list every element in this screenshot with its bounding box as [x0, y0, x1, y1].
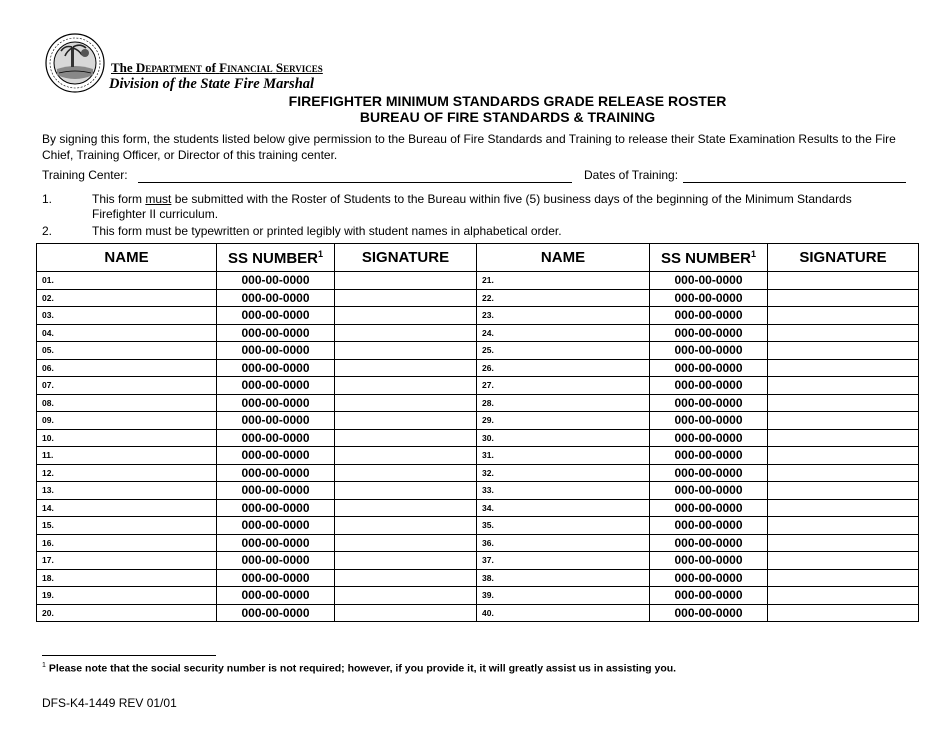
footnote-divider: [42, 655, 216, 656]
ss-number-cell[interactable]: 000-00-0000: [217, 587, 335, 605]
signature-cell[interactable]: [768, 394, 919, 412]
ss-number-cell[interactable]: 000-00-0000: [217, 429, 335, 447]
table-row: [37, 604, 919, 622]
signature-cell[interactable]: [335, 499, 477, 517]
table-row: [37, 307, 919, 325]
ss-number-cell[interactable]: 000-00-0000: [650, 552, 768, 570]
name-cell[interactable]: 06.: [37, 359, 217, 377]
name-cell[interactable]: 20.: [37, 604, 217, 622]
name-cell[interactable]: 31.: [477, 447, 650, 465]
table-row: [37, 377, 919, 395]
department-name: The Department of Financial Services: [111, 60, 323, 75]
form-number: DFS-K4-1449 REV 01/01: [42, 696, 177, 710]
signature-cell[interactable]: [335, 412, 477, 430]
table-row: [37, 464, 919, 482]
ss-number-cell[interactable]: 000-00-0000: [217, 377, 335, 395]
signature-cell[interactable]: [768, 464, 919, 482]
name-cell[interactable]: 19.: [37, 587, 217, 605]
name-cell[interactable]: 14.: [37, 499, 217, 517]
signature-cell[interactable]: [768, 429, 919, 447]
table-row: [37, 534, 919, 552]
table-row: [37, 499, 919, 517]
name-cell[interactable]: 08.: [37, 394, 217, 412]
signature-cell[interactable]: [335, 534, 477, 552]
name-cell[interactable]: 15.: [37, 517, 217, 535]
name-cell[interactable]: 07.: [37, 377, 217, 395]
signature-cell[interactable]: [768, 499, 919, 517]
ss-number-column-header: SS NUMBER$^1$: [650, 244, 768, 272]
ss-number-cell[interactable]: 000-00-0000: [650, 499, 768, 517]
signature-cell[interactable]: [768, 604, 919, 622]
signature-cell[interactable]: [768, 517, 919, 535]
intro-paragraph: By signing this form, the students listed below give permission to the Bureau of Fire Standards and Training to release their State Examination Results to the Fire Chief, Training Officer, or Director of this training center.: [42, 132, 896, 162]
training-center-label: Training Center:: [42, 168, 128, 182]
name-cell[interactable]: 03.: [37, 307, 217, 325]
ss-number-cell[interactable]: 000-00-0000: [650, 569, 768, 587]
signature-cell[interactable]: [768, 324, 919, 342]
signature-cell[interactable]: [768, 342, 919, 360]
ss-number-cell[interactable]: 000-00-0000: [650, 342, 768, 360]
instruction-number: 2.: [42, 224, 53, 238]
ss-number-cell[interactable]: 000-00-0000: [217, 394, 335, 412]
name-cell[interactable]: 29.: [477, 412, 650, 430]
signature-cell[interactable]: [335, 377, 477, 395]
name-cell[interactable]: 23.: [477, 307, 650, 325]
signature-cell[interactable]: [335, 482, 477, 500]
signature-cell[interactable]: [768, 289, 919, 307]
name-cell[interactable]: 28.: [477, 394, 650, 412]
ss-number-cell[interactable]: 000-00-0000: [650, 464, 768, 482]
ss-number-cell[interactable]: 000-00-0000: [217, 342, 335, 360]
name-cell[interactable]: 16.: [37, 534, 217, 552]
instruction-text: This form must be typewritten or printed legibly with student names in alphabetical order.: [92, 224, 562, 238]
signature-cell[interactable]: [335, 394, 477, 412]
ss-number-cell[interactable]: 000-00-0000: [650, 517, 768, 535]
name-cell[interactable]: 33.: [477, 482, 650, 500]
name-cell[interactable]: 17.: [37, 552, 217, 570]
name-cell[interactable]: 02.: [37, 289, 217, 307]
signature-cell[interactable]: [768, 552, 919, 570]
table-row: [37, 359, 919, 377]
footnote: $^1$ Please note that the social security number is not required; however, if you provide it, it will greatly assist us in assisting you.: [42, 662, 677, 675]
name-cell[interactable]: 04.: [37, 324, 217, 342]
name-cell[interactable]: 38.: [477, 569, 650, 587]
ss-number-cell[interactable]: 000-00-0000: [217, 534, 335, 552]
name-cell[interactable]: 01.: [37, 272, 217, 290]
ss-number-cell[interactable]: 000-00-0000: [217, 359, 335, 377]
table-row: [37, 429, 919, 447]
name-column-header: NAME: [37, 244, 217, 272]
ss-number-cell[interactable]: 000-00-0000: [217, 604, 335, 622]
signature-cell[interactable]: [335, 307, 477, 325]
ss-number-cell[interactable]: 000-00-0000: [650, 359, 768, 377]
name-cell[interactable]: 35.: [477, 517, 650, 535]
ss-number-cell[interactable]: 000-00-0000: [217, 289, 335, 307]
table-row: [37, 587, 919, 605]
form-title: FIREFIGHTER MINIMUM STANDARDS GRADE RELEASE ROSTER: [288, 93, 727, 109]
name-cell[interactable]: 13.: [37, 482, 217, 500]
training-center-field[interactable]: [138, 182, 572, 183]
signature-cell[interactable]: [335, 342, 477, 360]
name-cell[interactable]: 37.: [477, 552, 650, 570]
table-row: [37, 569, 919, 587]
ss-number-cell[interactable]: 000-00-0000: [650, 412, 768, 430]
signature-cell[interactable]: [335, 447, 477, 465]
table-row: [37, 447, 919, 465]
name-cell[interactable]: 12.: [37, 464, 217, 482]
name-cell[interactable]: 10.: [37, 429, 217, 447]
signature-cell[interactable]: [335, 324, 477, 342]
signature-cell[interactable]: [768, 482, 919, 500]
ss-number-cell[interactable]: 000-00-0000: [217, 517, 335, 535]
ss-number-cell[interactable]: 000-00-0000: [650, 482, 768, 500]
ss-number-cell[interactable]: 000-00-0000: [217, 307, 335, 325]
name-cell[interactable]: 34.: [477, 499, 650, 517]
ss-number-cell[interactable]: 000-00-0000: [217, 499, 335, 517]
dates-of-training-label: Dates of Training:: [584, 168, 679, 182]
signature-cell[interactable]: [768, 272, 919, 290]
table-row: [37, 272, 919, 290]
table-row: [37, 289, 919, 307]
signature-column-header: SIGNATURE: [335, 244, 477, 272]
name-cell[interactable]: 05.: [37, 342, 217, 360]
ss-number-cell[interactable]: 000-00-0000: [650, 324, 768, 342]
signature-cell[interactable]: [335, 552, 477, 570]
table-row: [37, 412, 919, 430]
ss-number-cell[interactable]: 000-00-0000: [650, 289, 768, 307]
table-row: [37, 517, 919, 535]
signature-cell[interactable]: [335, 359, 477, 377]
ss-number-cell[interactable]: 000-00-0000: [217, 464, 335, 482]
signature-cell[interactable]: [335, 569, 477, 587]
name-cell[interactable]: 11.: [37, 447, 217, 465]
name-cell[interactable]: 25.: [477, 342, 650, 360]
division-name: Division of the State Fire Marshal: [109, 76, 315, 92]
ss-number-cell[interactable]: 000-00-0000: [217, 552, 335, 570]
name-cell[interactable]: 40.: [477, 604, 650, 622]
name-cell[interactable]: 26.: [477, 359, 650, 377]
signature-cell[interactable]: [768, 377, 919, 395]
name-cell[interactable]: 18.: [37, 569, 217, 587]
signature-cell[interactable]: [335, 429, 477, 447]
signature-cell[interactable]: [335, 272, 477, 290]
ss-number-cell[interactable]: 000-00-0000: [650, 604, 768, 622]
table-header-row: [37, 244, 919, 272]
name-cell[interactable]: 09.: [37, 412, 217, 430]
ss-number-cell[interactable]: 000-00-0000: [650, 587, 768, 605]
ss-number-cell[interactable]: 000-00-0000: [650, 272, 768, 290]
signature-cell[interactable]: [768, 569, 919, 587]
ss-number-cell[interactable]: 000-00-0000: [217, 272, 335, 290]
state-seal-logo: [45, 33, 105, 93]
signature-cell[interactable]: [335, 464, 477, 482]
name-cell[interactable]: 22.: [477, 289, 650, 307]
signature-column-header: SIGNATURE: [768, 244, 919, 272]
ss-number-cell[interactable]: 000-00-0000: [650, 394, 768, 412]
signature-cell[interactable]: [768, 307, 919, 325]
name-cell[interactable]: 32.: [477, 464, 650, 482]
ss-number-cell[interactable]: 000-00-0000: [217, 482, 335, 500]
ss-number-cell[interactable]: 000-00-0000: [650, 429, 768, 447]
table-row: [37, 394, 919, 412]
name-cell[interactable]: 24.: [477, 324, 650, 342]
ss-number-cell[interactable]: 000-00-0000: [650, 307, 768, 325]
name-cell[interactable]: 36.: [477, 534, 650, 552]
name-column-header: NAME: [477, 244, 650, 272]
ss-number-cell[interactable]: 000-00-0000: [650, 377, 768, 395]
name-cell[interactable]: 27.: [477, 377, 650, 395]
table-row: [37, 342, 919, 360]
name-cell[interactable]: 30.: [477, 429, 650, 447]
ss-number-cell[interactable]: 000-00-0000: [650, 534, 768, 552]
ss-number-cell[interactable]: 000-00-0000: [650, 447, 768, 465]
table-row: [37, 552, 919, 570]
signature-cell[interactable]: [768, 359, 919, 377]
name-cell[interactable]: 21.: [477, 272, 650, 290]
dates-of-training-field[interactable]: [683, 182, 906, 183]
signature-cell[interactable]: [768, 447, 919, 465]
signature-cell[interactable]: [335, 587, 477, 605]
instruction-number: 1.: [42, 192, 53, 206]
ss-number-column-header: SS NUMBER$^1$: [217, 244, 335, 272]
student-roster-table: [36, 243, 919, 622]
ss-number-cell[interactable]: 000-00-0000: [217, 412, 335, 430]
signature-cell[interactable]: [335, 289, 477, 307]
name-cell[interactable]: 39.: [477, 587, 650, 605]
ss-number-cell[interactable]: 000-00-0000: [217, 447, 335, 465]
table-row: [37, 482, 919, 500]
table-row: [37, 324, 919, 342]
ss-number-cell[interactable]: 000-00-0000: [217, 324, 335, 342]
signature-cell[interactable]: [768, 587, 919, 605]
instruction-text: This form must be submitted with the Roster of Students to the Bureau within five (5) business days of the beginning of the Minimum Standards Firefighter II curriculum.: [92, 192, 852, 221]
signature-cell[interactable]: [335, 604, 477, 622]
ss-number-cell[interactable]: 000-00-0000: [217, 569, 335, 587]
form-subtitle: BUREAU OF FIRE STANDARDS & TRAINING: [359, 109, 656, 125]
signature-cell[interactable]: [768, 412, 919, 430]
signature-cell[interactable]: [768, 534, 919, 552]
signature-cell[interactable]: [335, 517, 477, 535]
